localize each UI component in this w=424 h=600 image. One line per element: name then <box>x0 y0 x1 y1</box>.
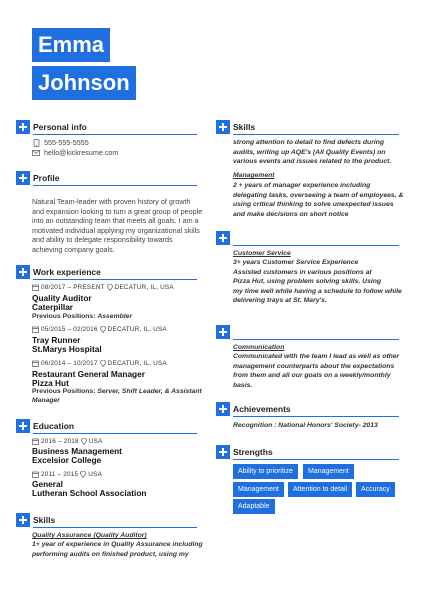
section-skill-divider <box>216 325 399 343</box>
skill-description: 3+ years Customer Service Experience Assisted customers in various positions at Pizza Hut, using problem solving skills. Using my time well while having a schedule to follow while delivering trays at St. Mary's. <box>233 259 402 304</box>
calendar-icon <box>32 471 39 478</box>
location-pin-icon <box>81 438 87 445</box>
plus-icon <box>16 265 30 279</box>
location-pin-icon <box>80 471 86 478</box>
strength-tag: Accuracy <box>356 482 395 497</box>
strength-tag: Ability to prioritize <box>233 464 298 479</box>
location-pin-icon <box>100 360 106 367</box>
section-title: Work experience <box>33 267 101 277</box>
plus-icon <box>216 445 230 459</box>
strength-tag: Adaptable <box>233 499 275 514</box>
section-education <box>16 419 197 437</box>
education-meta: 2011 – 2015 USA <box>32 471 102 478</box>
email-text: hello@kickresume.com <box>44 148 119 157</box>
education-meta: 2016 – 2018 USA <box>32 438 102 445</box>
job-title: Restaurant General Manager <box>32 369 145 379</box>
job-meta: 08/2017 – PRESENT DECATUR, IL, USA <box>32 284 174 291</box>
plus-icon <box>16 120 30 134</box>
job-company: Pizza Hut <box>32 378 69 388</box>
job-company: Caterpillar <box>32 302 74 312</box>
profile-text: Natural Team-leader with proven history of growth and expansion looking to turn a great group of people into an outstanding team that meets all goals. I am a motivated individual applying my organizational skills and ability to delegate responsibility towards achieving company goals. <box>32 197 203 254</box>
envelope-icon <box>32 150 40 156</box>
section-personal-info <box>16 120 197 138</box>
job-meta: 05/2015 – 02/2016 DECATUR, IL, USA <box>32 326 167 333</box>
skill-heading: Management <box>233 172 275 179</box>
section-skills-right <box>216 120 399 138</box>
section-strengths <box>216 445 399 463</box>
strength-tag: Attention to detail <box>288 482 352 497</box>
section-title: Skills <box>233 122 256 132</box>
strength-tag: Management <box>303 464 354 479</box>
education-degree: General <box>32 479 63 489</box>
skill-description: 1+ year of experience in Quality Assurance including performing audits on finished product, using my <box>32 541 203 558</box>
section-achievements <box>216 402 399 420</box>
last-name: Johnson <box>32 66 136 100</box>
plus-icon <box>16 171 30 185</box>
skill-description: Communicated with the team I lead as well as other management counterparts about the expectations from them and all our goals on a weekly/monthly basis. <box>233 353 400 389</box>
section-title: Profile <box>33 173 60 183</box>
section-work-experience <box>16 265 197 283</box>
location-pin-icon <box>100 326 106 333</box>
phone-icon <box>33 139 40 147</box>
skill-heading: Customer Service <box>233 250 291 257</box>
plus-icon <box>216 120 230 134</box>
plus-icon <box>216 402 230 416</box>
education-school: Excelsior College <box>32 455 102 465</box>
section-skill-divider <box>216 231 399 249</box>
calendar-icon <box>32 438 39 445</box>
section-skills-left <box>16 513 197 531</box>
education-degree: Business Management <box>32 446 122 456</box>
previous-positions: Previous Positions: Server, Shift Leader, & Assistant Manager <box>32 388 202 404</box>
section-title: Personal info <box>33 122 87 132</box>
plus-icon <box>16 419 30 433</box>
calendar-icon <box>32 284 39 291</box>
section-title: Skills <box>33 515 56 525</box>
first-name: Emma <box>32 28 110 62</box>
skill-heading: Communication <box>233 344 285 351</box>
plus-icon <box>16 513 30 527</box>
location-pin-icon <box>107 284 113 291</box>
strength-tag: Management <box>233 482 284 497</box>
section-title: Achievements <box>233 404 291 414</box>
previous-positions: Previous Positions: Assembler <box>32 313 133 320</box>
job-meta: 06/2014 – 10/2017 DECATUR, IL, USA <box>32 360 167 367</box>
section-title: Education <box>33 421 75 431</box>
phone-text: 555-555-5555 <box>44 138 89 147</box>
skill-description: strong attention to detail to find defects during audits, writing up AQE's (All Quality Events) on various events and issues related to the product. <box>233 139 392 165</box>
achievement-text: Recognition : National Honors' Society- 2013 <box>233 422 378 429</box>
section-title: Strengths <box>233 447 273 457</box>
skill-heading: Quality Assurance (Quality Auditor) <box>32 532 147 539</box>
education-school: Lutheran School Association <box>32 488 147 498</box>
skill-description: 2 + years of manager experience including delegating tasks, overseeing a team of employees, & using critical thinking to solve unexpected issues and make decisions on short notice <box>233 182 404 218</box>
calendar-icon <box>32 360 39 367</box>
job-title: Quality Auditor <box>32 293 92 303</box>
job-title: Tray Runner <box>32 335 81 345</box>
plus-icon <box>216 325 230 339</box>
calendar-icon <box>32 326 39 333</box>
plus-icon <box>216 231 230 245</box>
section-profile <box>16 171 197 189</box>
job-company: St.Marys Hospital <box>32 344 102 354</box>
